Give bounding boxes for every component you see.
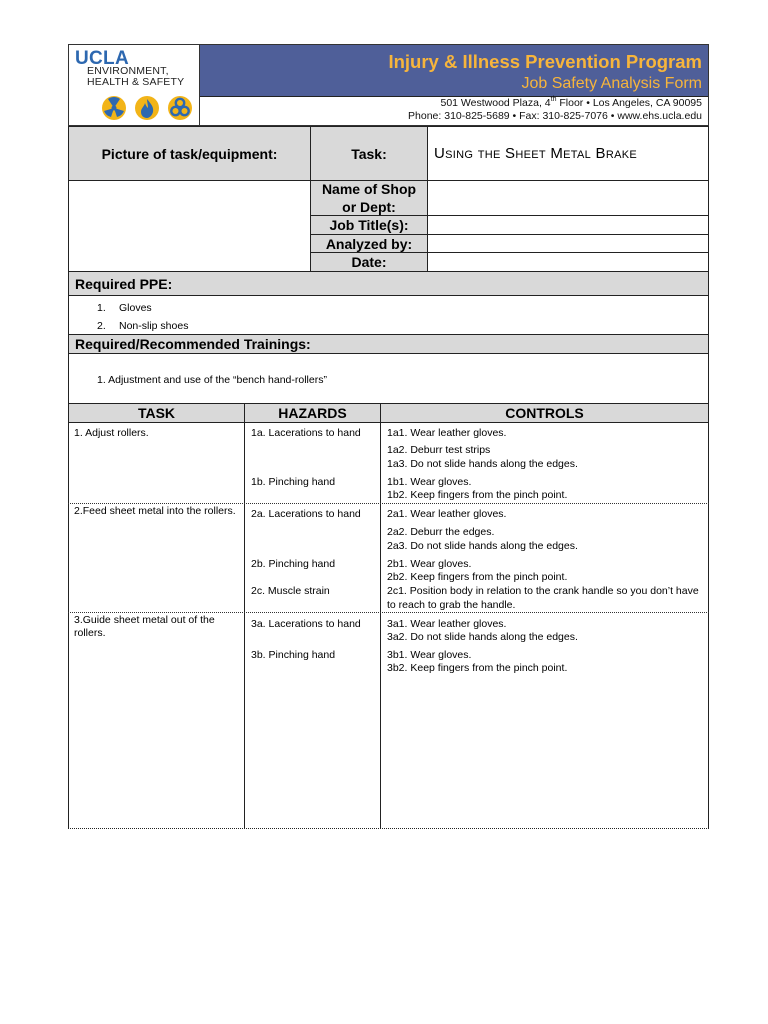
task-cell: 1. Adjust rollers. bbox=[74, 427, 149, 439]
controls-column-header: CONTROLS bbox=[380, 403, 709, 423]
shop-label-line1: Name of Shop bbox=[321, 181, 417, 197]
address-city: Floor • Los Angeles, CA 90095 bbox=[556, 97, 702, 109]
ppe-item-num: 2. bbox=[97, 320, 106, 332]
address-floor-suffix: th bbox=[550, 96, 557, 103]
logo-ucla-text: UCLA bbox=[75, 48, 129, 69]
form-header bbox=[68, 44, 709, 126]
program-title: Injury & Illness Prevention Program bbox=[388, 51, 702, 72]
title-band bbox=[200, 45, 708, 97]
date-label: Date: bbox=[310, 252, 428, 272]
row-divider bbox=[68, 612, 709, 613]
ppe-item: Non-slip shoes bbox=[119, 320, 189, 332]
shop-label bbox=[310, 180, 428, 216]
control-item: 1b1. Wear gloves. bbox=[387, 476, 472, 488]
fire-icon bbox=[135, 96, 159, 120]
hazard-item: 1a. Lacerations to hand bbox=[251, 427, 361, 439]
job-title-field[interactable] bbox=[427, 215, 709, 235]
logo-dept-line1: ENVIRONMENT, bbox=[87, 65, 169, 77]
address-street: 501 Westwood Plaza, 4 bbox=[440, 97, 551, 109]
control-item: 3a1. Wear leather gloves. bbox=[387, 618, 507, 630]
date-field[interactable] bbox=[427, 252, 709, 272]
task-value: Using the Sheet Metal Brake bbox=[434, 145, 637, 162]
task-cell: 2.Feed sheet metal into the rollers. bbox=[74, 505, 236, 517]
task-column-header: TASK bbox=[68, 403, 245, 423]
hazard-item: 2c. Muscle strain bbox=[251, 585, 330, 597]
task-label: Task: bbox=[310, 126, 428, 181]
row-divider bbox=[68, 503, 709, 504]
control-item: 2a1. Wear leather gloves. bbox=[387, 508, 507, 520]
ppe-item-num: 1. bbox=[97, 302, 106, 314]
shop-label-line2: or Dept: bbox=[342, 199, 396, 215]
address-line bbox=[441, 97, 703, 109]
control-item: 3b1. Wear gloves. bbox=[387, 649, 472, 661]
hazard-item: 3a. Lacerations to hand bbox=[251, 618, 361, 630]
control-item: 2a2. Deburr the edges. bbox=[387, 526, 495, 538]
biohazard-icon bbox=[168, 96, 192, 120]
hazard-item: 1b. Pinching hand bbox=[251, 476, 336, 488]
picture-area bbox=[68, 180, 311, 272]
hazard-item: 2b. Pinching hand bbox=[251, 558, 336, 570]
task-value-field[interactable] bbox=[427, 126, 709, 181]
control-item: 1a1. Wear leather gloves. bbox=[387, 427, 507, 439]
ucla-ehs-logo bbox=[69, 45, 200, 125]
hazards-column-header: HAZARDS bbox=[244, 403, 381, 423]
ppe-list bbox=[68, 295, 709, 335]
task-cell-line2: rollers. bbox=[74, 627, 106, 639]
control-item: 2a3. Do not slide hands along the edges. bbox=[387, 540, 578, 552]
hazard-item: 2a. Lacerations to hand bbox=[251, 508, 361, 520]
trainings-list bbox=[68, 353, 709, 404]
control-item: 2c1. Position body in relation to the crank handle so you don’t have bbox=[387, 585, 699, 597]
control-item: 2b2. Keep fingers from the pinch point. bbox=[387, 571, 568, 583]
ppe-item: Gloves bbox=[119, 302, 152, 314]
control-item: 3b2. Keep fingers from the pinch point. bbox=[387, 662, 568, 674]
task-cell-line1: 3.Guide sheet metal out of the bbox=[74, 614, 215, 626]
job-title-label: Job Title(s): bbox=[310, 215, 428, 235]
logo-dept-line2: HEALTH & SAFETY bbox=[87, 76, 185, 88]
analyzed-by-field[interactable] bbox=[427, 234, 709, 253]
control-item: 3a2. Do not slide hands along the edges. bbox=[387, 631, 578, 643]
form-subtitle: Job Safety Analysis Form bbox=[521, 75, 702, 92]
analyzed-by-label: Analyzed by: bbox=[310, 234, 428, 253]
ppe-heading: Required PPE: bbox=[68, 271, 709, 296]
picture-label: Picture of task/equipment: bbox=[68, 126, 311, 181]
control-item: 1a3. Do not slide hands along the edges. bbox=[387, 458, 578, 470]
shop-field[interactable] bbox=[427, 180, 709, 216]
control-item: 1b2. Keep fingers from the pinch point. bbox=[387, 489, 568, 501]
control-item: 2b1. Wear gloves. bbox=[387, 558, 472, 570]
control-item: 1a2. Deburr test strips bbox=[387, 444, 491, 456]
logo-department bbox=[87, 66, 184, 88]
hazard-icons bbox=[101, 95, 193, 121]
training-item: 1. Adjustment and use of the “bench hand-rollers” bbox=[97, 374, 327, 386]
hazard-item: 3b. Pinching hand bbox=[251, 649, 336, 661]
trainings-heading: Required/Recommended Trainings: bbox=[68, 334, 709, 354]
contact-line: Phone: 310-825-5689 • Fax: 310-825-7076 • www.ehs.ucla.edu bbox=[408, 110, 702, 122]
control-item: to reach to grab the handle. bbox=[387, 599, 516, 611]
radiation-icon bbox=[102, 96, 126, 120]
